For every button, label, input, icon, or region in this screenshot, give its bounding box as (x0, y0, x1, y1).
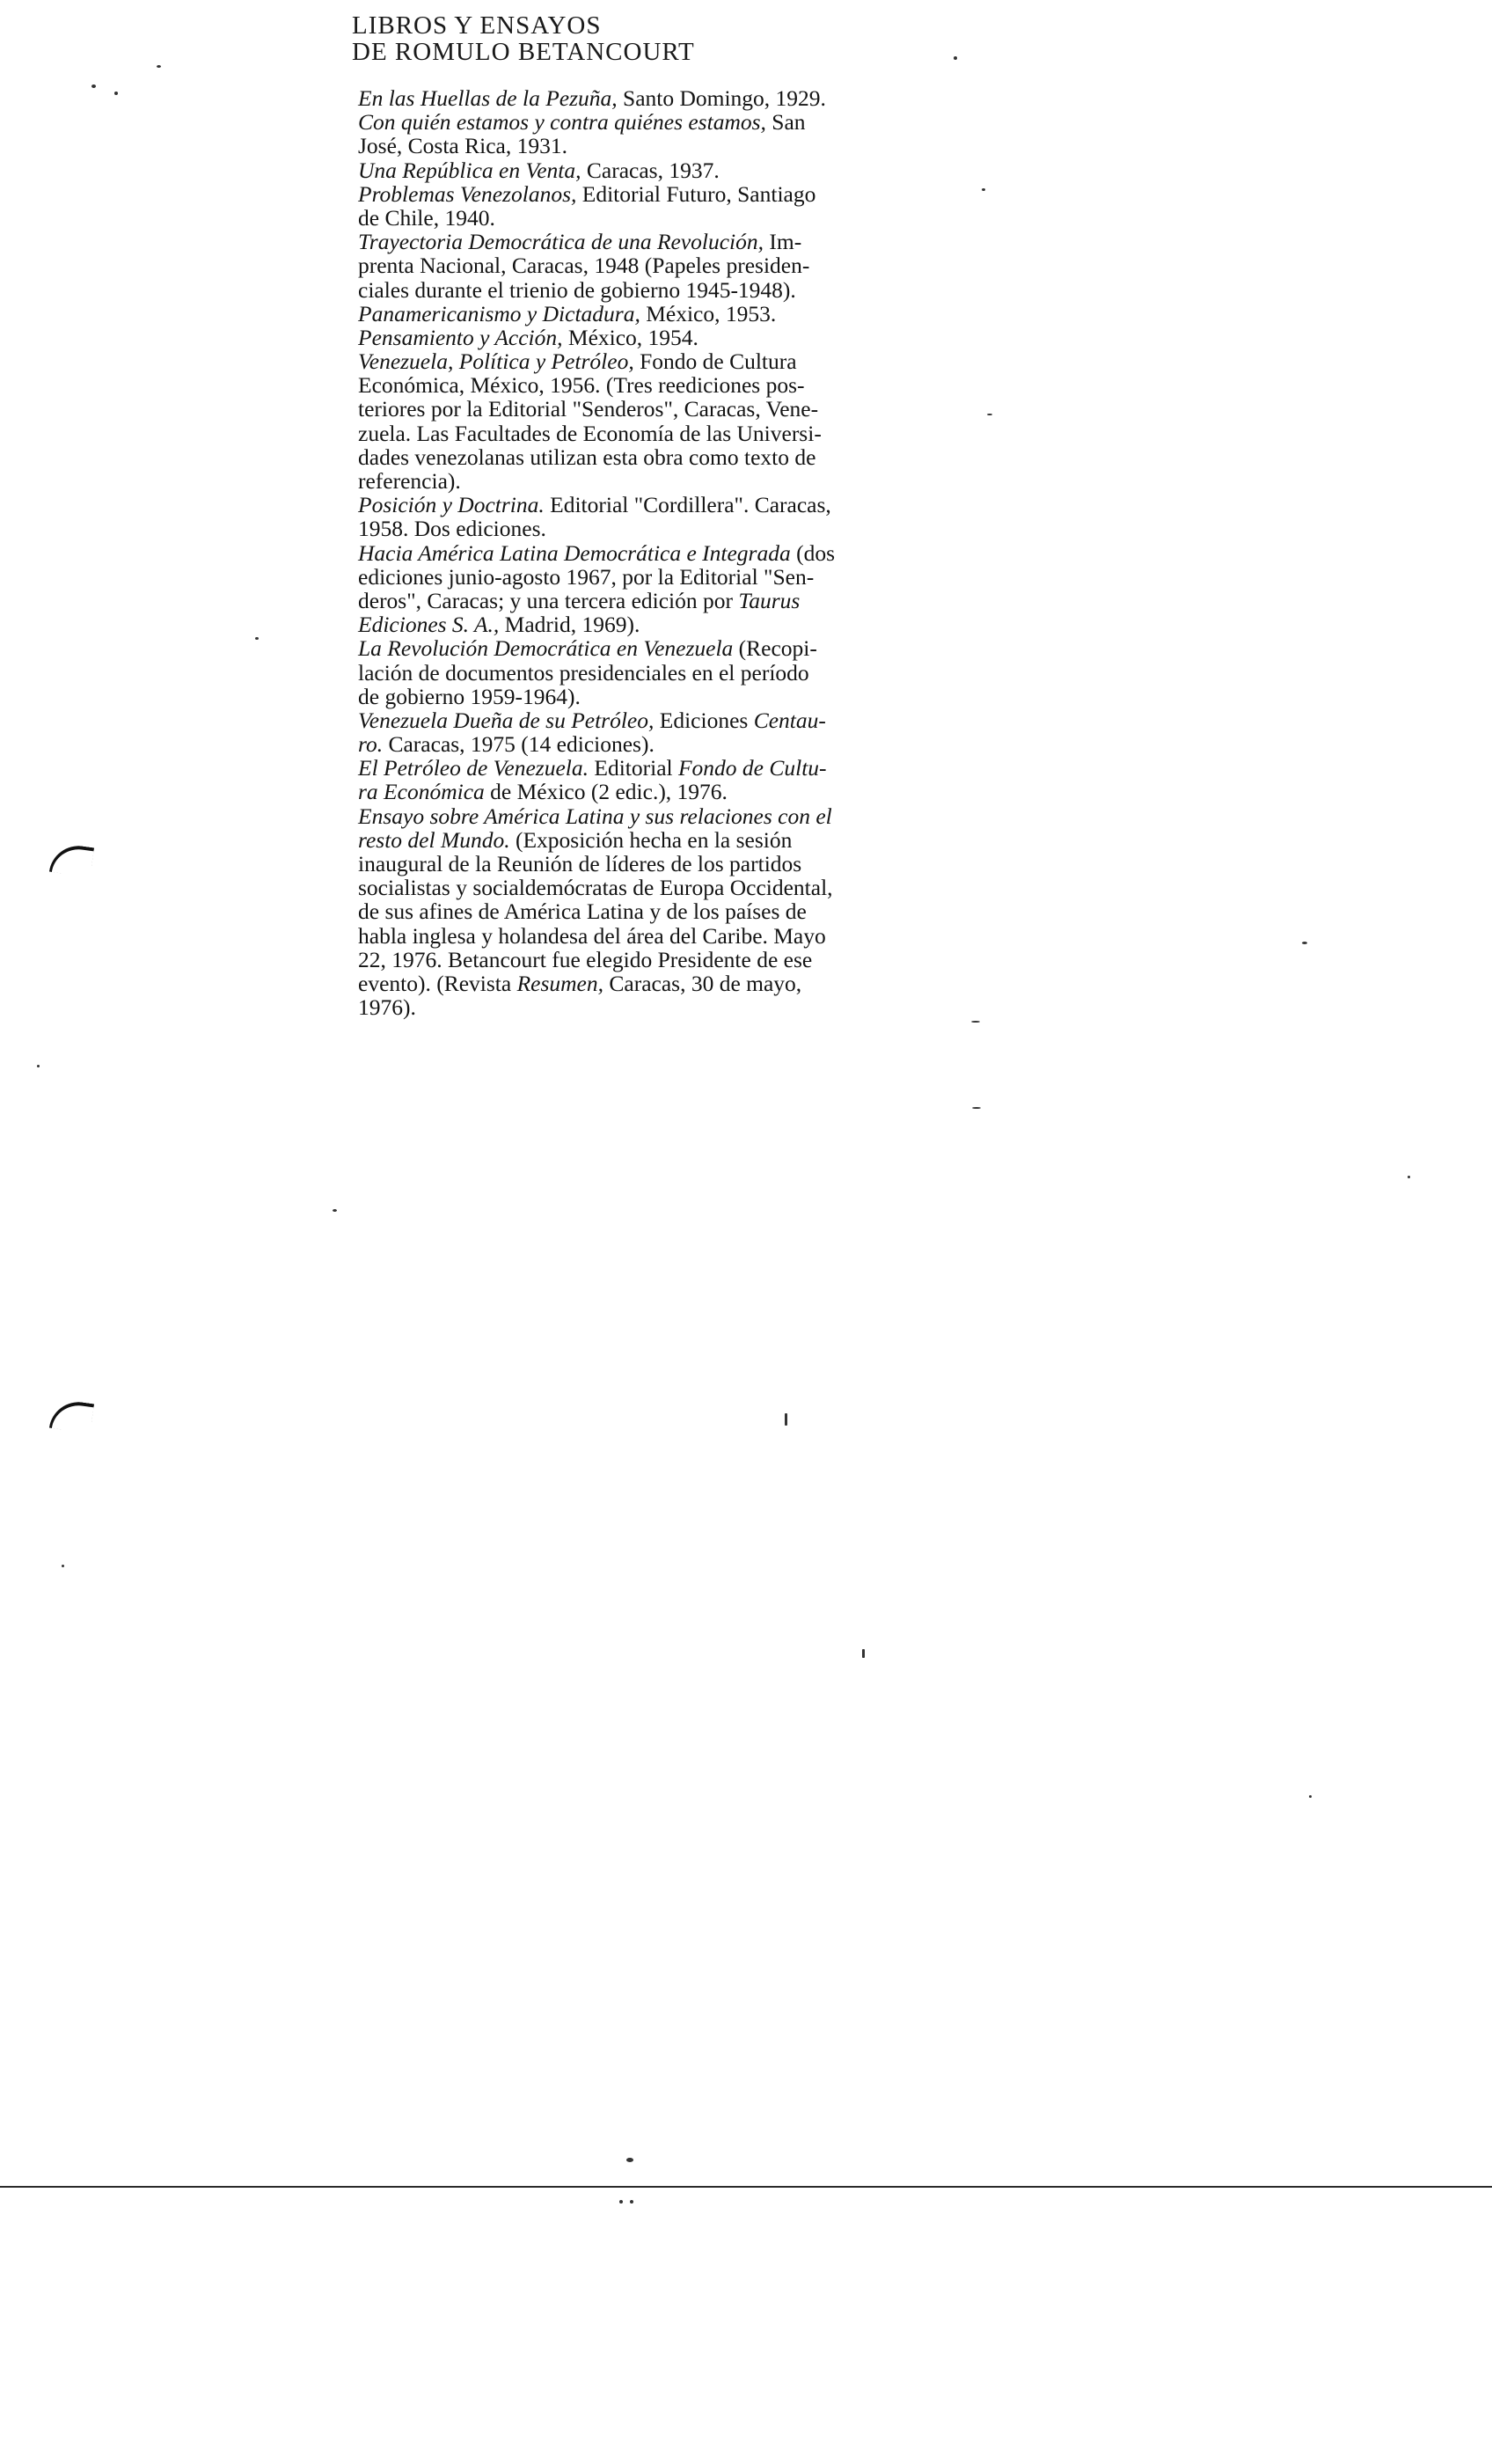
bibliography-line (358, 876, 974, 899)
scan-speck (1309, 1795, 1312, 1798)
work-title-text: Pensamiento y Acción, (358, 324, 563, 350)
citation-text: Económica, México, 1956. (Tres reediciones pos- (358, 372, 805, 399)
bibliography-line (358, 158, 974, 182)
scan-speck (972, 1107, 981, 1109)
citation-text: José, Costa Rica, 1931. (358, 133, 567, 159)
citation-text: socialistas y socialdemócratas de Europa Occidental, (358, 875, 833, 901)
scan-speck (954, 56, 957, 60)
citation-text: zuela. Las Facultades de Economía de las Universi- (358, 420, 822, 446)
citation-text: deros", Caracas; y una tercera edición por (358, 587, 739, 613)
scan-speck (37, 1065, 40, 1067)
citation-text: Madrid, 1969). (499, 612, 640, 638)
work-title-text: Panamericanismo y Dictadura, (358, 300, 640, 326)
citation-text: 1958. Dos ediciones. (358, 516, 546, 542)
work-title-text: Hacia América Latina Democrática e Integrada (358, 539, 791, 566)
bibliography-line (358, 349, 974, 373)
bibliography-line (358, 541, 974, 565)
bibliography-line (358, 589, 974, 612)
bibliography-line (358, 899, 974, 923)
citation-text: evento). (Revista (358, 970, 517, 996)
bibliography-line (358, 230, 974, 253)
citation-text: de sus afines de América Latina y de los países de (358, 898, 807, 925)
bibliography-line (358, 612, 974, 636)
citation-text: Caracas, 30 de mayo, (603, 970, 802, 996)
scan-mark-arc (49, 842, 94, 877)
bibliography-line (358, 253, 974, 277)
work-title-text: Trayectoria Democrática de una Revolución, (358, 229, 764, 255)
citation-text: 22, 1976. Betancourt fue elegido Presidente de ese (358, 946, 813, 972)
bibliography-line (358, 86, 974, 110)
heading-line-1: LIBROS Y ENSAYOS (352, 11, 602, 40)
scan-speck (971, 1021, 980, 1023)
bibliography-line (358, 373, 974, 397)
work-title-text: Taurus (738, 587, 801, 613)
scan-speck (987, 414, 992, 415)
bibliography-line (358, 995, 974, 1019)
citation-text: (dos (790, 539, 836, 566)
citation-text: Caracas, 1937. (581, 157, 720, 183)
scan-speck (626, 2158, 633, 2162)
citation-text: Im- (764, 229, 802, 255)
page-heading (352, 12, 968, 65)
work-title-text: Problemas Venezolanos, (358, 180, 577, 207)
scan-speck (91, 84, 96, 88)
bibliography-line (358, 134, 974, 158)
citation-text: Fondo de Cultura (633, 348, 797, 375)
bibliography-line (358, 517, 974, 540)
scan-speck (630, 2200, 633, 2204)
scan-mark-arc (49, 1398, 94, 1434)
scan-speck (1408, 1176, 1410, 1178)
work-title-text: Fondo de Cultu- (677, 755, 827, 781)
work-title-text: ra Económica (358, 779, 485, 805)
bibliography-line (358, 756, 974, 780)
work-title-text: Posición y Doctrina. (358, 492, 545, 518)
bibliography-line (358, 422, 974, 445)
work-title-text: Venezuela, Política y Petróleo, (358, 348, 634, 375)
bibliography-line (358, 924, 974, 948)
work-title-text: Con quién estamos y contra quiénes estamos, (358, 109, 766, 136)
bibliography-line (358, 972, 974, 995)
bibliography-line (358, 804, 974, 828)
citation-text: Editorial (589, 755, 678, 781)
scan-speck (62, 1565, 64, 1567)
bibliography-line (358, 326, 974, 349)
bibliography-line (358, 278, 974, 302)
citation-text: (Exposición hecha en la sesión (509, 826, 793, 853)
work-title-text: Ensayo sobre América Latina y sus relaciones con el (358, 803, 832, 829)
citation-text: teriores por la Editorial "Senderos", Caracas, Vene- (358, 396, 819, 422)
citation-text: México, 1953. (640, 300, 777, 326)
scan-speck (785, 1413, 787, 1426)
scan-speck (157, 65, 161, 68)
bibliography-list (358, 86, 974, 1019)
work-title-text: En las Huellas de la Pezuña, (358, 85, 618, 111)
bibliography-line (358, 852, 974, 876)
work-title-text: El Petróleo de Venezuela. (358, 755, 589, 781)
bibliography-line (358, 206, 974, 230)
citation-text: habla inglesa y holandesa del área del Caribe. Mayo (358, 922, 826, 949)
scan-speck (333, 1209, 337, 1212)
citation-text: inaugural de la Reunión de líderes de los partidos (358, 851, 802, 876)
citation-text: Caracas, 1975 (14 ediciones). (383, 731, 655, 758)
bibliography-line (358, 636, 974, 660)
citation-text: prenta Nacional, Caracas, 1948 (Papeles presiden- (358, 253, 810, 279)
citation-text: de México (2 edic.), 1976. (484, 779, 728, 805)
citation-text: Ediciones (654, 707, 754, 733)
bibliography-line (358, 397, 974, 421)
heading-line-2: DE ROMULO BETANCOURT (352, 38, 695, 66)
citation-text: de Chile, 1940. (358, 204, 495, 231)
scan-speck (255, 637, 259, 640)
bibliography-line (358, 469, 974, 493)
scan-speck (619, 2200, 623, 2204)
work-title-text: Ediciones S. A., (358, 612, 500, 638)
work-title-text: Venezuela Dueña de su Petróleo, (358, 707, 655, 733)
bibliography-line (358, 708, 974, 732)
scan-speck (982, 188, 985, 191)
citation-text: Editorial "Cordillera". Caracas, (544, 492, 831, 518)
work-title-text: Una República en Venta, (358, 157, 581, 183)
scan-speck (114, 92, 118, 95)
citation-text: Editorial Futuro, Santiago (576, 180, 816, 207)
bibliography-line (358, 445, 974, 469)
citation-text: (Recopi- (733, 635, 817, 662)
bibliography-line (358, 661, 974, 685)
bibliography-line (358, 302, 974, 326)
citation-text: de gobierno 1959-1964). (358, 683, 581, 709)
citation-text: ciales durante el trienio de gobierno 1945-1948). (358, 276, 796, 303)
citation-text: 1976). (358, 994, 416, 1021)
bibliography-line (358, 182, 974, 206)
citation-text: Santo Domingo, 1929. (617, 85, 826, 111)
work-title-text: Centau- (753, 707, 826, 733)
citation-text: San (765, 109, 806, 136)
work-title-text: La Revolución Democrática en Venezuela (358, 635, 734, 662)
bibliography-line (358, 110, 974, 134)
bibliography-line (358, 828, 974, 852)
bibliography-line (358, 780, 974, 803)
work-title-text: Resumen, (516, 970, 604, 996)
bibliography-line (358, 565, 974, 589)
bibliography-line (358, 685, 974, 708)
work-title-text: ro. (358, 731, 384, 758)
citation-text: dades venezolanas utilizan esta obra como texto de (358, 444, 816, 470)
work-title-text: resto del Mundo. (358, 826, 510, 853)
scan-speck (1302, 942, 1307, 944)
bibliography-line (358, 732, 974, 756)
citation-text: México, 1954. (562, 324, 698, 350)
scan-speck (862, 1649, 865, 1658)
citation-text: lación de documentos presidenciales en el período (358, 659, 809, 686)
horizontal-rule (0, 2186, 1492, 2188)
bibliography-line (358, 948, 974, 972)
citation-text: ediciones junio-agosto 1967, por la Editorial "Sen- (358, 563, 815, 590)
citation-text: referencia). (358, 468, 461, 494)
bibliography-line (358, 493, 974, 517)
